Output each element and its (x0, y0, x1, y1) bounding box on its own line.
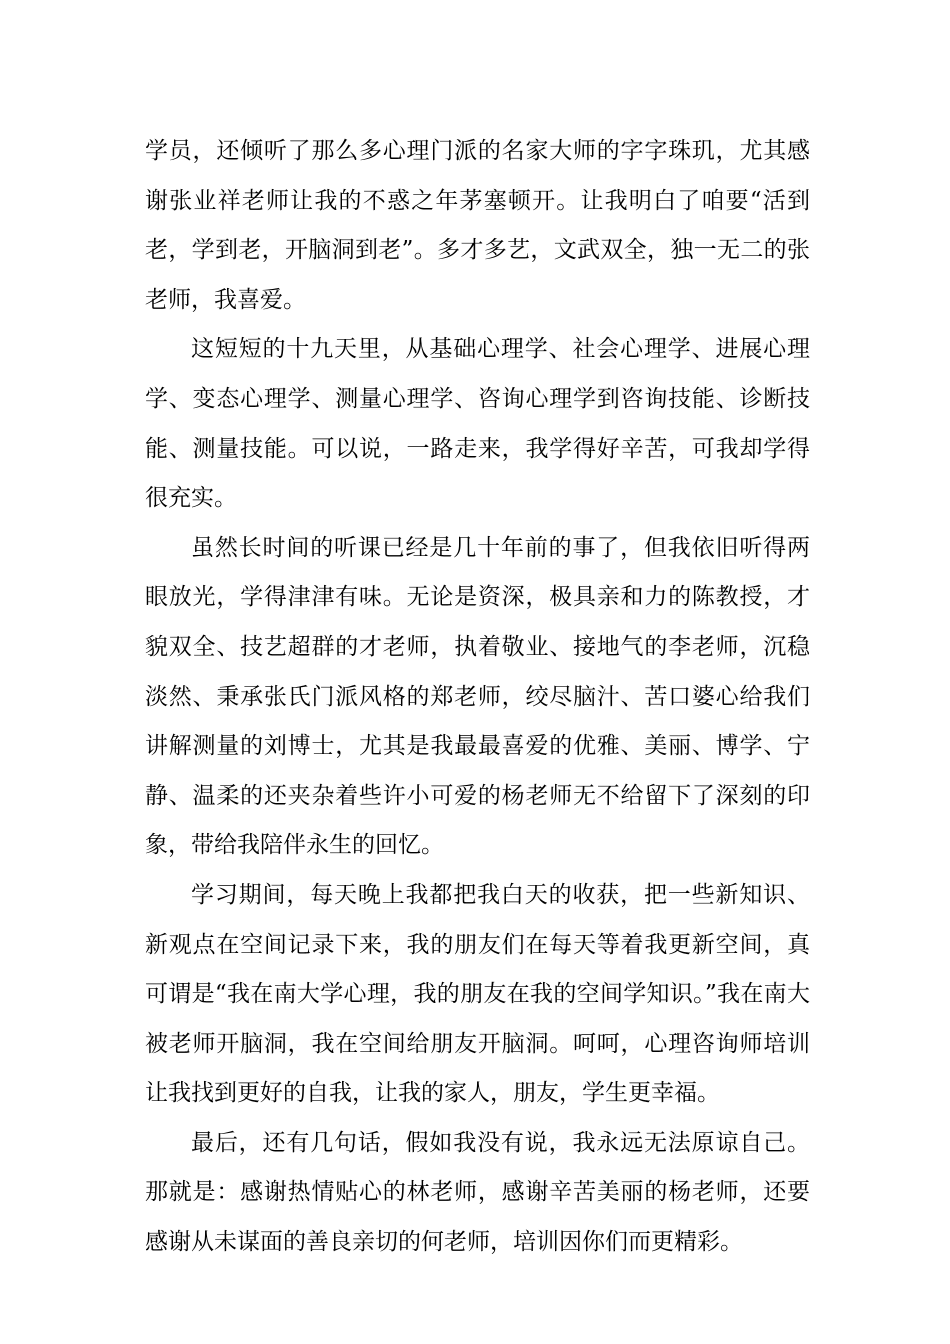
paragraph-courses: 这短短的十九天里，从基础心理学、社会心理学、进展心理学、变态心理学、测量心理学、咨询心理学到咨询技能、诊断技能、测量技能。可以说，一路走来，我学得好辛苦，可我却学得很充实。 (145, 336, 810, 512)
paragraph-continued: 学员，还倾听了那么多心理门派的名家大师的字字珠玑，尤其感谢张业祥老师让我的不惑之年茅塞顿开。让我明白了咱要“活到老，学到老，开脑洞到老”。多才多艺，文武双全，独一无二的张老师，我喜爱。 (145, 138, 810, 313)
paragraph-study-period: 学习期间，每天晚上我都把我白天的收获，把一些新知识、新观点在空间记录下来，我的朋友们在每天等着我更新空间，真可谓是“我在南大学心理，我的朋友在我的空间学知识。”我在南大被老师开脑洞，我在空间给朋友开脑洞。呵呵，心理咨询师培训让我找到更好的自我，让我的家人，朋友，学生更幸福。 (145, 881, 810, 1107)
paragraph-closing: 最后，还有几句话，假如我没有说，我永远无法原谅自己。那就是：感谢热情贴心的林老师，感谢辛苦美丽的杨老师，还要感谢从未谋面的善良亲切的何老师，培训因你们而更精彩。 (145, 1129, 810, 1256)
paragraph-teachers: 虽然长时间的听课已经是几十年前的事了，但我依旧听得两眼放光，学得津津有味。无论是资深，极具亲和力的陈教授，才貌双全、技艺超群的才老师，执着敬业、接地气的李老师，沉稳淡然、秉承张氏门派风格的郑老师，绞尽脑汁、苦口婆心给我们讲解测量的刘博士，尤其是我最最喜爱的优雅、美丽、博学、宁静、温柔的还夹杂着些许小可爱的杨老师无不给留下了深刻的印象，带给我陪伴永生的回忆。 (145, 534, 810, 859)
document-body (145, 127, 810, 1268)
